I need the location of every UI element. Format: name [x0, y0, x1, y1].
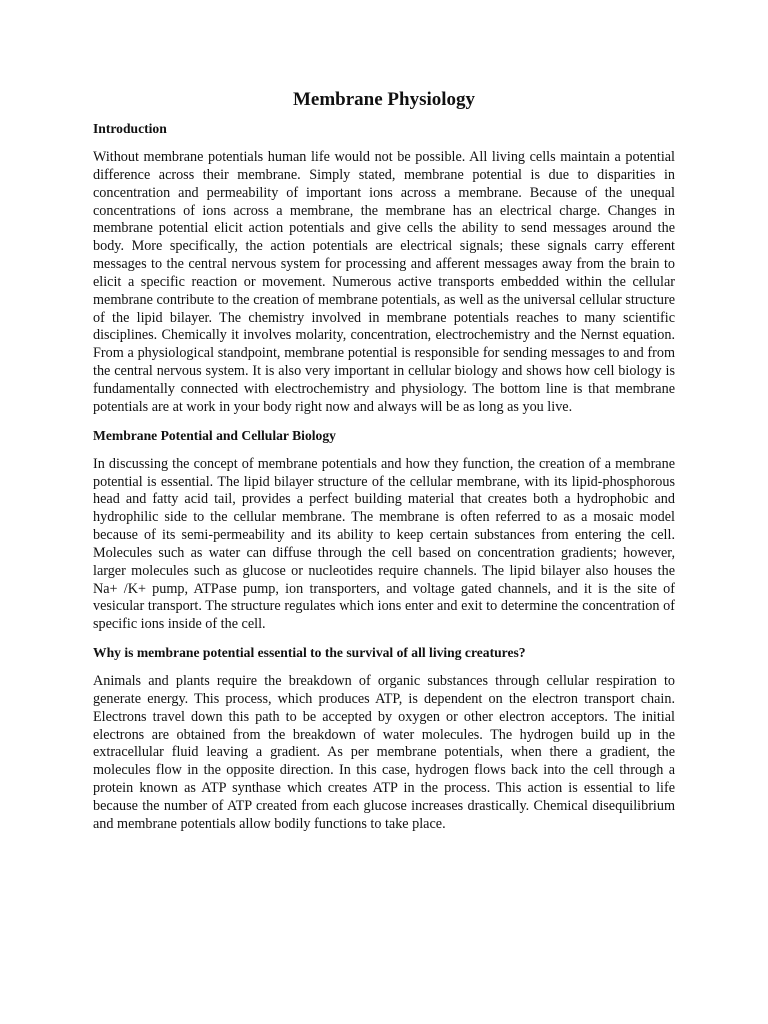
section-heading-membrane-potential-cellular-biology: Membrane Potential and Cellular Biology	[93, 427, 336, 443]
paragraph-introduction: Without membrane potentials human life would not be possible. All living cells maintain a potential difference across their membrane. Simply stated, membrane potential is due to disparities in concentration and permeability of important ions across a membrane. Because of the unequal concentrations of ions across a membrane, the membrane has an electrical charge. Changes in membrane potential elicit action potentials and give cells the ability to send messages around the body. More specifically, the action potentials are electrical signals; these signals carry efferent messages to the central nervous system for processing and afferent messages away from the brain to elicit a specific reaction or movement. Numerous active transports embedded within the cellular membrane contribute to the creation of membrane potentials, as well as the universal cellular structure of the lipid bilayer. The chemistry involved in membrane potentials reaches to many scientific disciplines. Chemically it involves molarity, concentration, electrochemistry and the Nernst equation. From a physiological standpoint, membrane potential is responsible for sending messages to and from the central nervous system. It is also very important in cellular biology and shows how cell biology is fundamentally connected with electrochemistry and physiology. The bottom line is that membrane potentials are at work in your body right now and always will be as long as you live.	[93, 149, 675, 415]
document-body	[93, 88, 675, 844]
section-heading-introduction: Introduction	[93, 121, 167, 136]
section-heading-why-membrane-potential-essential: Why is membrane potential essential to the survival of all living creatures?	[93, 645, 526, 661]
paragraph-why-membrane-potential-essential: Animals and plants require the breakdown of organic substances through cellular respiration to generate energy. This process, which produces ATP, is dependent on the electron transport chain. Electrons travel down this path to be accepted by oxygen or other electron acceptors. The initial electrons are obtained from the breakdown of water molecules. The hydrogen build up in the extracellular fluid leaving a gradient. As per membrane potentials, when there a gradient, the molecules flow in the opposite direction. In this case, hydrogen flows back into the cell through a protein known as ATP synthase which creates ATP in the process. This action is essential to life because the number of ATP created from each glucose increases drastically. Chemical disequilibrium and membrane potentials allow bodily functions to take place.	[93, 673, 675, 832]
document-title: Membrane Physiology	[292, 89, 476, 110]
paragraph-membrane-potential-cellular-biology: In discussing the concept of membrane potentials and how they function, the creation of a membrane potential is essential. The lipid bilayer structure of the cellular membrane, with its lipid-phosphorous head and fatty acid tail, provides a perfect building material that creates both a hydrophobic and hydrophilic side to the cellular membrane. The membrane is often referred to as a mosaic model because of its semi-permeability and its ability to keep certain substances from entering the cell. Molecules such as water can diffuse through the cell based on concentration gradients; however, larger molecules such as glucose or nucleotides require channels. The lipid bilayer also houses the Na+ /K+ pump, ATPase pump, ion transporters, and voltage gated channels, and it is the site of vesicular transport. The structure regulates which ions enter and exit to determine the concentration of specific ions inside of the cell.	[93, 455, 675, 633]
